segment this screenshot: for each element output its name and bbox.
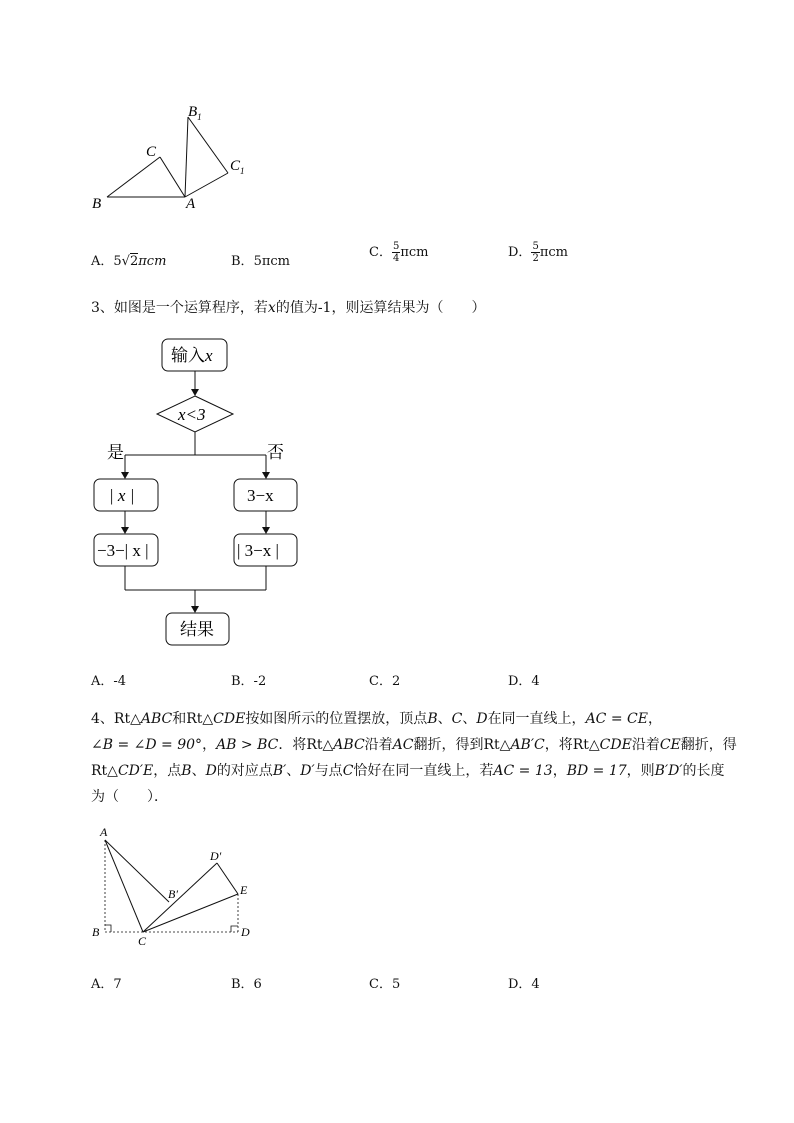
segment-B1-C1	[188, 117, 228, 173]
label-C: C	[146, 144, 157, 160]
label-Dprime: D′	[210, 849, 222, 863]
segment-C-E	[143, 894, 238, 932]
label-Bprime: B′	[168, 887, 178, 901]
abs-x-label: | x |	[109, 486, 135, 505]
question-4-stem	[91, 706, 751, 810]
segment-B-C	[107, 157, 160, 197]
segment-A-Bprime	[105, 840, 169, 902]
question-3-stem: 3、如图是一个运算程序，若x的值为-1，则运算结果为（ ）	[91, 300, 486, 316]
triangle-figure-1	[80, 95, 260, 220]
q4-line-3: Rt△CD′E，点B、D的对应点B′、D′与点C恰好在同一直线上，若AC = 13，BD = 17，则B′D′的长度	[91, 763, 725, 779]
label-B: B	[92, 925, 100, 939]
segment-A-B1	[185, 117, 188, 197]
q3-option-a[interactable]: A．-4	[91, 674, 127, 689]
segment-C-Dprime	[143, 863, 217, 932]
q3-option-c[interactable]: C．2	[369, 674, 401, 689]
segment-C-A	[160, 157, 185, 197]
q4-option-c[interactable]: C．5	[369, 977, 401, 992]
q4-line-2: ∠B = ∠D = 90°，AB > BC．将Rt△ABC沿着AC翻折，得到Rt△AB′C，将Rt△CDE沿着CE翻折，得	[91, 737, 737, 753]
abs-three-minus-x-label: | 3−x |	[237, 541, 279, 560]
q4-option-b[interactable]: B．6	[231, 977, 262, 992]
label-E: E	[240, 883, 248, 897]
input-label: 输入x	[171, 346, 213, 365]
q4-line-1: 4、Rt△ABC和Rt△CDE按如图所示的位置摆放，顶点B、C、D在同一直线上，AC = CE，	[91, 711, 662, 727]
segment-A-C	[105, 840, 143, 932]
q4-line-4: 为（ ）．	[91, 789, 168, 805]
segment-C1-A	[185, 173, 228, 197]
flowchart	[85, 330, 315, 650]
q2-option-c[interactable]: C． $\frac{5}{4}$ πcm	[369, 241, 429, 264]
q2-option-a[interactable]: A．5√2πcm	[91, 254, 167, 269]
label-D: D	[241, 925, 250, 939]
label-A: A	[186, 196, 196, 212]
segment-Dprime-E	[217, 863, 238, 894]
q3-option-b[interactable]: B．-2	[231, 674, 267, 689]
yes-label: 是	[107, 443, 124, 462]
neg-three-minus-abs-x-label: −3−| x |	[97, 541, 149, 560]
label-B: B	[92, 196, 102, 212]
q2-option-d[interactable]: D． $\frac{5}{2}$ πcm	[508, 241, 568, 264]
label-C: C	[138, 934, 147, 947]
result-label: 结果	[180, 620, 214, 639]
condition-label: x<3	[178, 405, 206, 424]
fraction: $\frac{5}{4}$	[392, 241, 400, 264]
three-minus-x-label: 3−x	[247, 486, 274, 505]
q2-option-b[interactable]: B．5πcm	[231, 254, 290, 269]
q4-option-d[interactable]: D．4	[508, 977, 540, 992]
fraction: $\frac{5}{2}$	[532, 241, 539, 264]
no-label: 否	[267, 443, 284, 462]
fold-figure	[85, 822, 260, 947]
label-C1: $C_1$	[230, 158, 245, 176]
q3-option-d[interactable]: D．4	[508, 674, 540, 689]
label-A: A	[100, 825, 108, 839]
q4-option-a[interactable]: A．7	[91, 977, 122, 992]
label-B1: $B_1$	[188, 104, 202, 122]
